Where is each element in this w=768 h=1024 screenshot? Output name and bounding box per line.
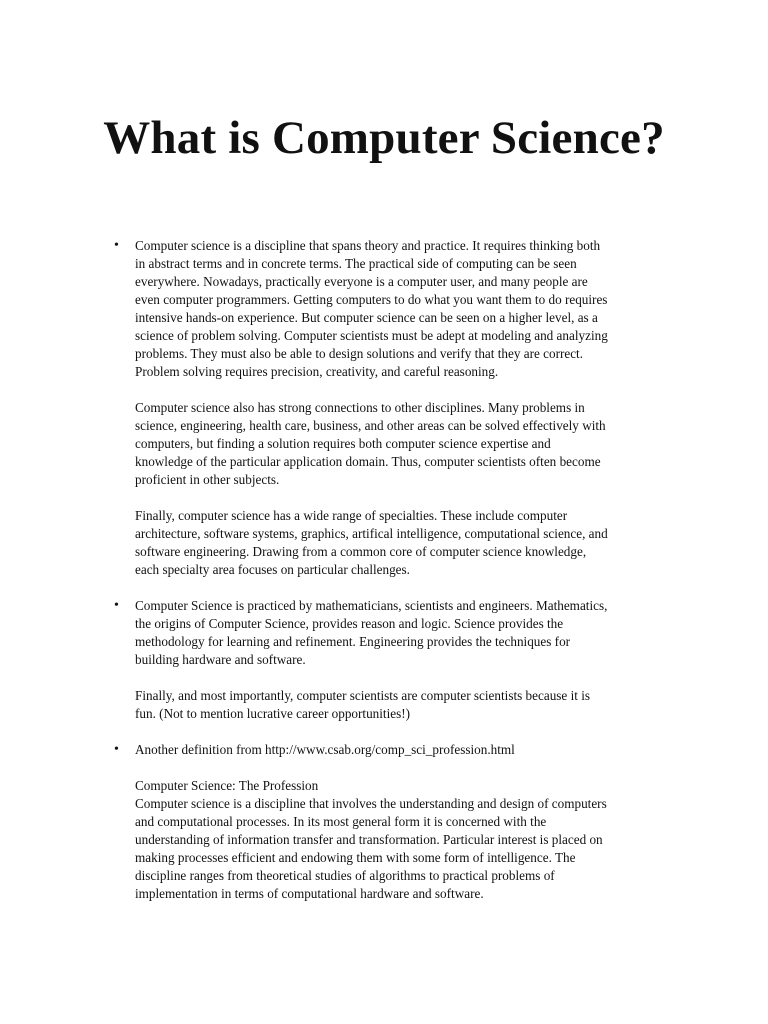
bullet-icon: •	[114, 598, 119, 613]
paragraph-practitioners: Computer Science is practiced by mathematicians, scientists and engineers. Mathematics, the origins of Computer Science, provides reason and logic. Science provides the methodology for learning and refinement. Engineering provides the techniques for building hardware and software.	[135, 598, 608, 667]
bullet-icon: •	[114, 742, 119, 757]
paragraph-connections: Computer science also has strong connections to other disciplines. Many problems in science, engineering, health care, business, and other areas can be solved effectively with computers, but finding a solution requires both computer science expertise and knowledge of the particular application domain. Thus, computer scientists often become proficient in other subjects.	[135, 400, 606, 487]
paragraph-theory-practice: Computer science is a discipline that spans theory and practice. It requires thinking both in abstract terms and in concrete terms. The practical side of computing can be seen everywhere. Nowadays, practically everyone is a computer user, and many people are even computer programmers. Getting computers to do what you want them to do requires intensive hands-on experience. But computer science can be seen on a higher level, as a science of problem solving. Computer scientists must be adept at modeling and analyzing problems. They must also be able to design solutions and verify that they are correct. Problem solving requires precision, creativity, and careful reasoning.	[135, 238, 608, 379]
page-title: What is Computer Science?	[103, 112, 665, 164]
bullet-list	[114, 237, 680, 921]
bullet-item-definition	[114, 237, 680, 579]
bullet-item-practitioners	[114, 597, 680, 723]
paragraph-another-definition: Another definition from http://www.csab.org/comp_sci_profession.html	[135, 742, 515, 757]
paragraph-profession: Computer science is a discipline that involves the understanding and design of computers and computational processes. In its most general form it is concerned with the understanding of information transfer and transformation. Particular interest is placed on making processes efficient and endowing them with some form of intelligence. The discipline ranges from theoretical studies of algorithms to practical problems of implementation in terms of computational hardware and software.	[135, 796, 607, 901]
paragraph-specialties: Finally, computer science has a wide range of specialties. These include computer architecture, software systems, graphics, artifical intelligence, computational science, and software engineering. Drawing from a common core of computer science knowledge, each specialty area focuses on particular challenges.	[135, 508, 608, 577]
bullet-item-csab-definition	[114, 741, 680, 903]
section-heading-profession: Computer Science: The Profession	[135, 778, 319, 793]
bullet-icon: •	[114, 238, 119, 253]
paragraph-fun: Finally, and most importantly, computer scientists are computer scientists because it is fun. (Not to mention lucrative career opportunities!)	[135, 688, 590, 721]
